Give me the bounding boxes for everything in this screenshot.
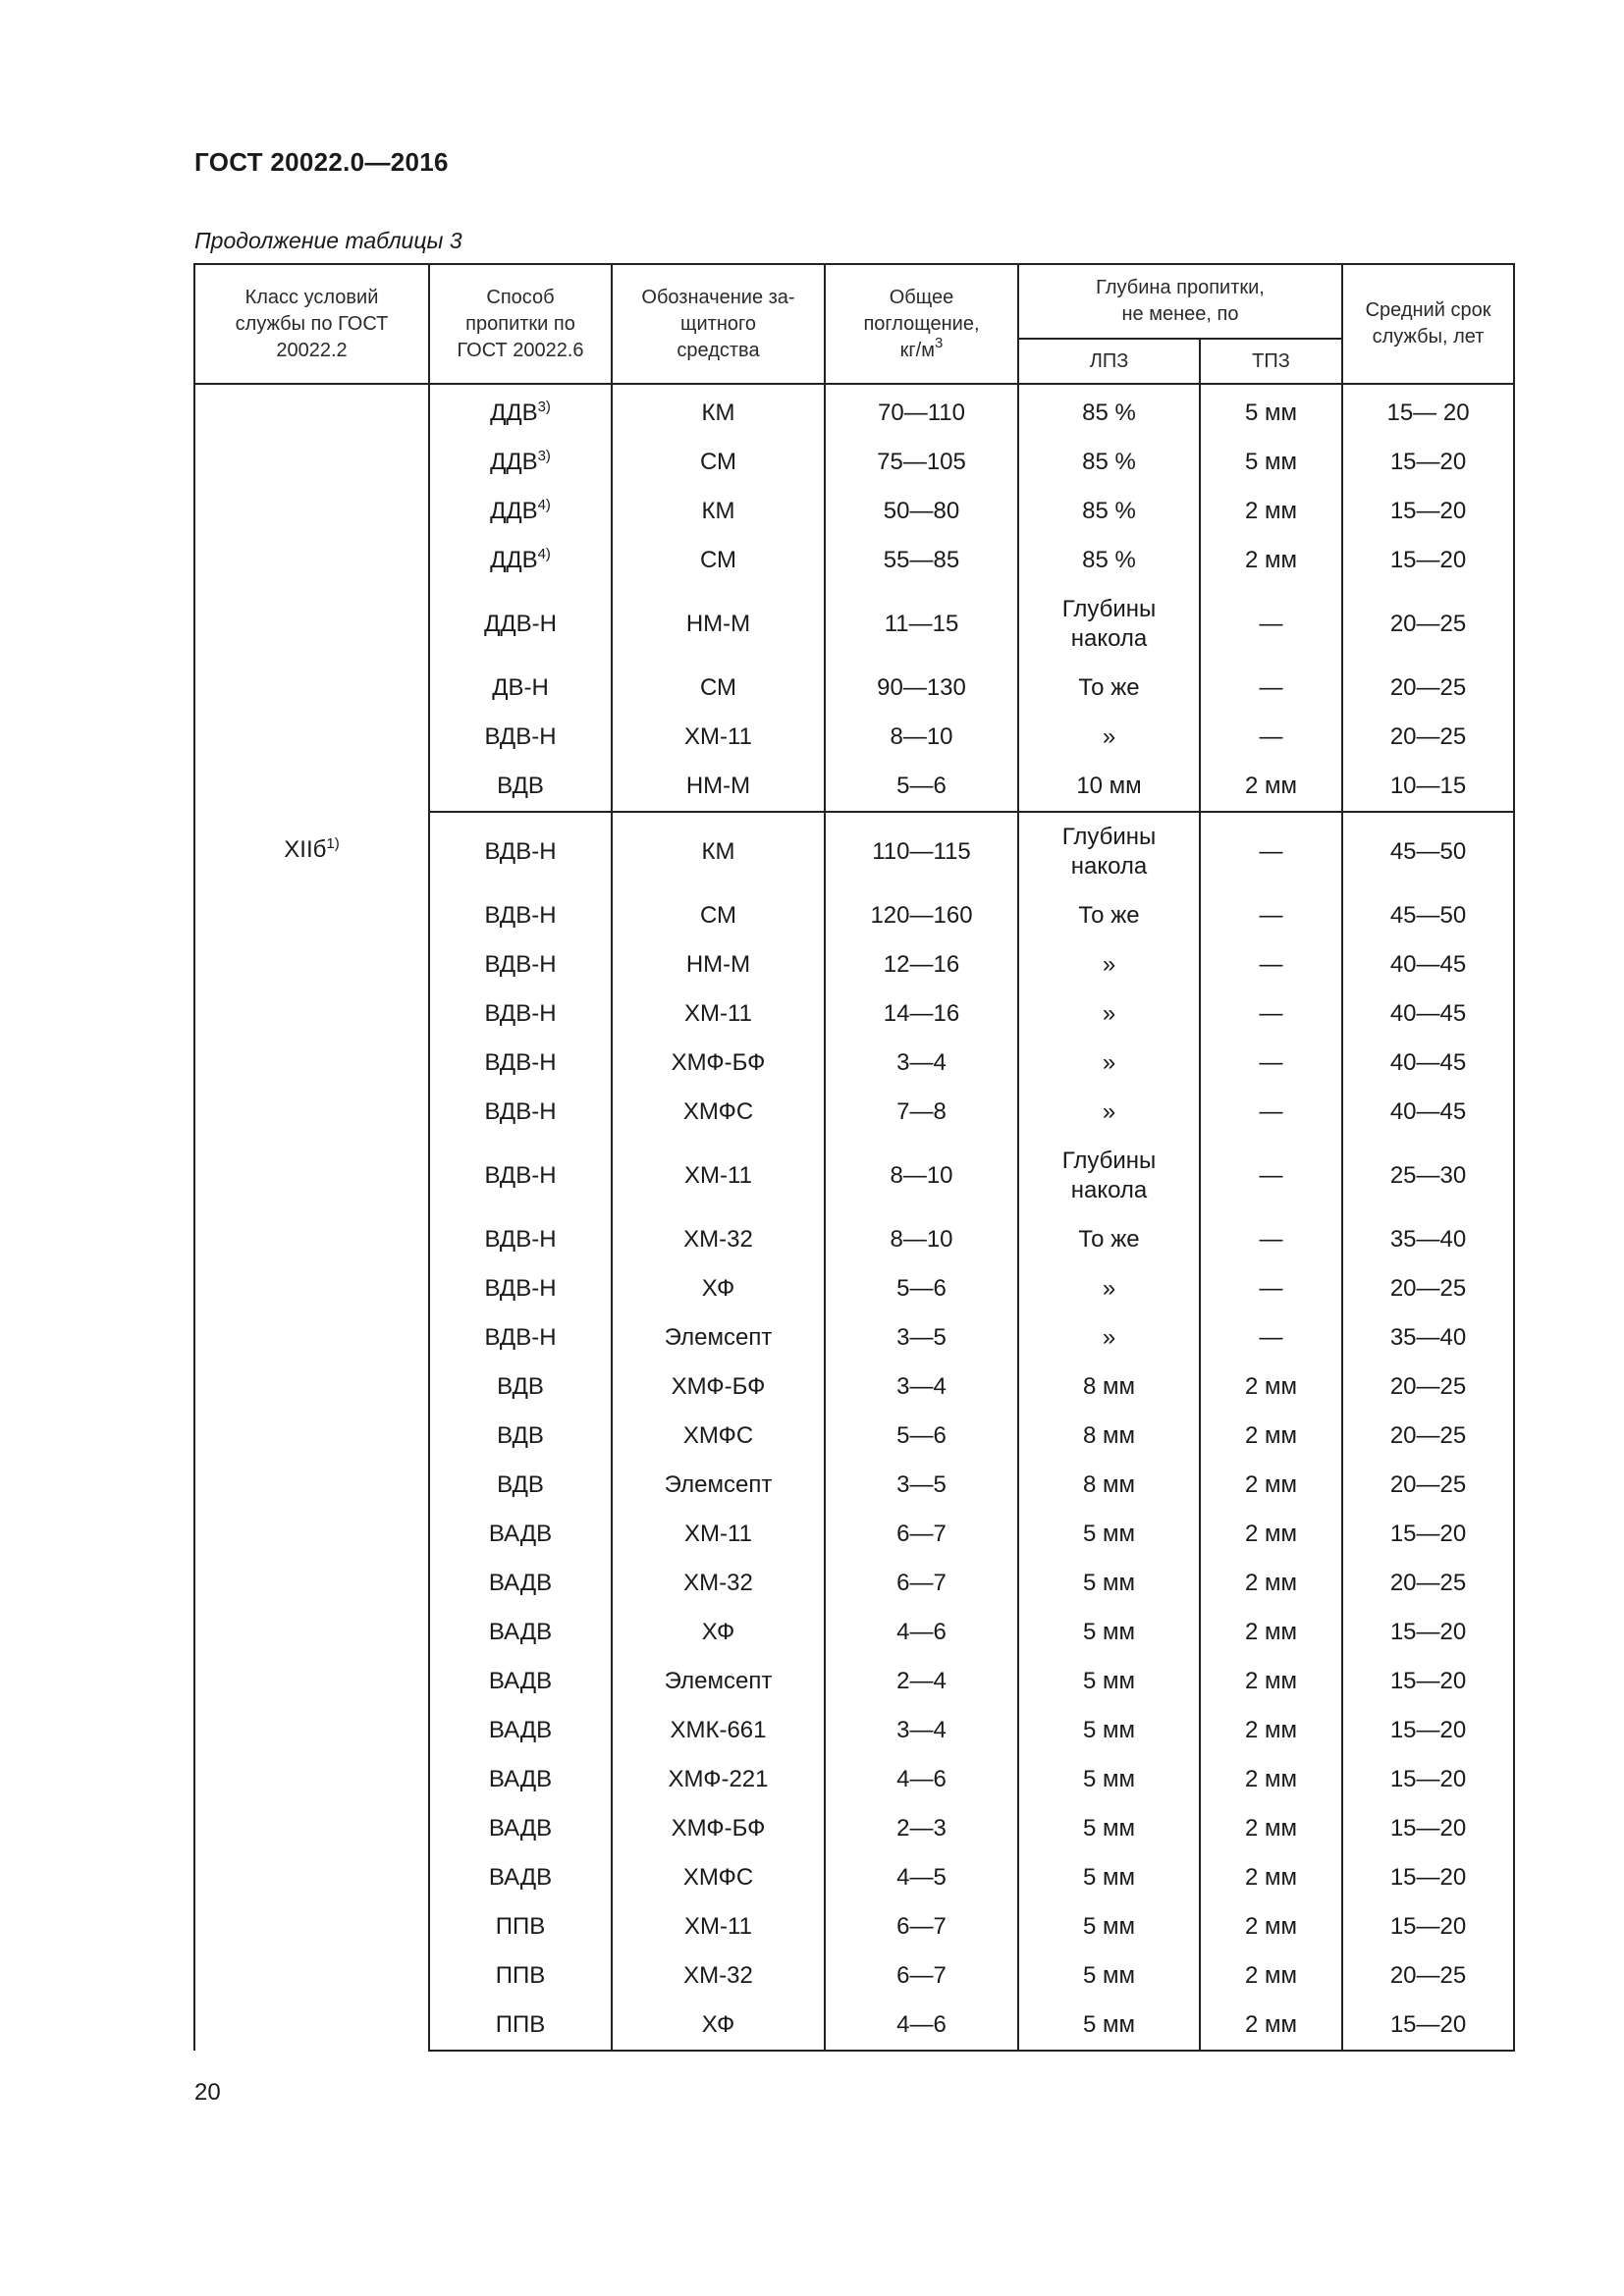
cell-absorption: 2—3 bbox=[825, 1804, 1018, 1853]
cell-absorption: 75—105 bbox=[825, 438, 1018, 487]
page-number: 20 bbox=[194, 2079, 221, 2106]
cell-method: ВАДВ bbox=[429, 1706, 612, 1755]
cell-method: ППВ bbox=[429, 1902, 612, 1951]
header-agent: Обозначение за- щитного средства bbox=[612, 264, 825, 384]
cell-absorption: 7—8 bbox=[825, 1088, 1018, 1137]
cell-service-life: 15—20 bbox=[1342, 1804, 1514, 1853]
cell-tpz: 2 мм bbox=[1200, 1657, 1342, 1706]
cell-tpz: — bbox=[1200, 812, 1342, 891]
cell-agent: ХФ bbox=[612, 1264, 825, 1313]
table-row bbox=[194, 389, 1514, 438]
cell-lpz: 8 мм bbox=[1018, 1461, 1200, 1510]
cell-agent: СМ bbox=[612, 664, 825, 713]
cell-lpz: Глубины накола bbox=[1018, 585, 1200, 664]
cell-service-life: 20—25 bbox=[1342, 1559, 1514, 1608]
cell-absorption: 3—4 bbox=[825, 1362, 1018, 1412]
cell-tpz: 2 мм bbox=[1200, 1755, 1342, 1804]
cell-tpz: — bbox=[1200, 1313, 1342, 1362]
header-lpz: ЛПЗ bbox=[1018, 339, 1200, 384]
cell-method: ВАДВ bbox=[429, 1608, 612, 1657]
cell-tpz: — bbox=[1200, 1039, 1342, 1088]
cell-absorption: 5—6 bbox=[825, 762, 1018, 812]
cell-lpz: То же bbox=[1018, 664, 1200, 713]
cell-agent: ХМФ-БФ bbox=[612, 1804, 825, 1853]
cell-tpz: 2 мм bbox=[1200, 1902, 1342, 1951]
cell-service-life: 20—25 bbox=[1342, 1461, 1514, 1510]
cell-agent: НМ-М bbox=[612, 940, 825, 989]
cell-agent: ХМК-661 bbox=[612, 1706, 825, 1755]
cell-agent: ХМ-11 bbox=[612, 1510, 825, 1559]
cell-agent: ХМ-32 bbox=[612, 1951, 825, 2001]
cell-agent: ХФ bbox=[612, 2001, 825, 2051]
cell-method: ВДВ-Н bbox=[429, 1137, 612, 1215]
cell-lpz: 8 мм bbox=[1018, 1362, 1200, 1412]
cell-lpz: » bbox=[1018, 1264, 1200, 1313]
cell-tpz: — bbox=[1200, 989, 1342, 1039]
header-depth: Глубина пропитки, не менее, по bbox=[1018, 264, 1342, 339]
cell-lpz: Глубины накола bbox=[1018, 1137, 1200, 1215]
cell-method: ВДВ bbox=[429, 1461, 612, 1510]
cell-service-life: 15—20 bbox=[1342, 487, 1514, 536]
cell-agent: ХМФС bbox=[612, 1853, 825, 1902]
cell-agent: ХМ-32 bbox=[612, 1215, 825, 1264]
cell-absorption: 6—7 bbox=[825, 1902, 1018, 1951]
cell-service-life: 15—20 bbox=[1342, 1510, 1514, 1559]
cell-tpz: 2 мм bbox=[1200, 1412, 1342, 1461]
cell-agent: ХМ-32 bbox=[612, 1559, 825, 1608]
cell-service-life: 20—25 bbox=[1342, 713, 1514, 762]
cell-service-class bbox=[194, 389, 429, 812]
cell-service-life: 15—20 bbox=[1342, 1657, 1514, 1706]
cell-lpz: 85 % bbox=[1018, 536, 1200, 585]
cell-agent: ХМФ-БФ bbox=[612, 1039, 825, 1088]
cell-tpz: 2 мм bbox=[1200, 487, 1342, 536]
cell-lpz: » bbox=[1018, 1313, 1200, 1362]
cell-lpz: » bbox=[1018, 713, 1200, 762]
cell-agent: СМ bbox=[612, 891, 825, 940]
cell-tpz: — bbox=[1200, 1215, 1342, 1264]
cell-service-life: 20—25 bbox=[1342, 1264, 1514, 1313]
cell-method: ВАДВ bbox=[429, 1559, 612, 1608]
cell-service-life: 15— 20 bbox=[1342, 389, 1514, 438]
cell-agent: ХМФС bbox=[612, 1412, 825, 1461]
cell-service-life: 20—25 bbox=[1342, 1412, 1514, 1461]
cell-absorption: 4—6 bbox=[825, 2001, 1018, 2051]
cell-service-life: 35—40 bbox=[1342, 1215, 1514, 1264]
table-body bbox=[194, 389, 1514, 2051]
cell-absorption: 6—7 bbox=[825, 1510, 1018, 1559]
cell-method: ВДВ-Н bbox=[429, 1313, 612, 1362]
cell-lpz: 5 мм bbox=[1018, 1510, 1200, 1559]
cell-absorption: 11—15 bbox=[825, 585, 1018, 664]
cell-service-life: 15—20 bbox=[1342, 1706, 1514, 1755]
cell-service-life: 20—25 bbox=[1342, 664, 1514, 713]
cell-tpz: 2 мм bbox=[1200, 536, 1342, 585]
cell-method: ППВ bbox=[429, 2001, 612, 2051]
cell-service-life: 15—20 bbox=[1342, 1902, 1514, 1951]
cell-tpz: 2 мм bbox=[1200, 1362, 1342, 1412]
cell-absorption: 90—130 bbox=[825, 664, 1018, 713]
cell-agent: НМ-М bbox=[612, 762, 825, 812]
cell-tpz: 2 мм bbox=[1200, 1559, 1342, 1608]
cell-lpz: 10 мм bbox=[1018, 762, 1200, 812]
cell-absorption: 3—4 bbox=[825, 1039, 1018, 1088]
cell-tpz: 2 мм bbox=[1200, 1706, 1342, 1755]
cell-absorption: 14—16 bbox=[825, 989, 1018, 1039]
cell-absorption: 4—6 bbox=[825, 1608, 1018, 1657]
cell-method: ВДВ-Н bbox=[429, 989, 612, 1039]
cell-service-life: 25—30 bbox=[1342, 1137, 1514, 1215]
cell-tpz: — bbox=[1200, 585, 1342, 664]
cell-method: ППВ bbox=[429, 1951, 612, 2001]
cell-absorption: 6—7 bbox=[825, 1559, 1018, 1608]
cell-method: ВАДВ bbox=[429, 1657, 612, 1706]
header-absorption: Общее поглощение, $кг/м^3$ bbox=[825, 264, 1018, 384]
cell-service-life: 20—25 bbox=[1342, 585, 1514, 664]
header-tpz: ТПЗ bbox=[1200, 339, 1342, 384]
cell-tpz: — bbox=[1200, 891, 1342, 940]
cell-lpz: 8 мм bbox=[1018, 1412, 1200, 1461]
cell-agent: Элемсепт bbox=[612, 1313, 825, 1362]
cell-service-life: 35—40 bbox=[1342, 1313, 1514, 1362]
cell-lpz: 5 мм bbox=[1018, 1706, 1200, 1755]
table-row bbox=[194, 812, 1514, 891]
cell-absorption: 8—10 bbox=[825, 1215, 1018, 1264]
cell-agent: Элемсепт bbox=[612, 1461, 825, 1510]
cell-agent: ХМ-11 bbox=[612, 713, 825, 762]
cell-method: ДДВ$^{4)}$ bbox=[429, 487, 612, 536]
header-method: Способ пропитки по ГОСТ 20022.6 bbox=[429, 264, 612, 384]
cell-lpz: 5 мм bbox=[1018, 1657, 1200, 1706]
cell-agent: НМ-М bbox=[612, 585, 825, 664]
cell-service-life: 45—50 bbox=[1342, 891, 1514, 940]
cell-method: ВДВ bbox=[429, 1412, 612, 1461]
cell-method: ВДВ bbox=[429, 762, 612, 812]
cell-agent: КМ bbox=[612, 812, 825, 891]
cell-service-life: 40—45 bbox=[1342, 989, 1514, 1039]
cell-agent: ХМ-11 bbox=[612, 989, 825, 1039]
cell-agent: КМ bbox=[612, 389, 825, 438]
cell-absorption: 2—4 bbox=[825, 1657, 1018, 1706]
cell-agent: ХМ-11 bbox=[612, 1902, 825, 1951]
cell-method: ВДВ-Н bbox=[429, 940, 612, 989]
table-header bbox=[194, 264, 1514, 389]
cell-lpz: 5 мм bbox=[1018, 1853, 1200, 1902]
header-service-class: Класс условий службы по ГОСТ 20022.2 bbox=[194, 264, 429, 384]
cell-lpz: » bbox=[1018, 989, 1200, 1039]
cell-service-life: 15—20 bbox=[1342, 1608, 1514, 1657]
cell-method: ДДВ$^{3)}$ bbox=[429, 438, 612, 487]
cell-absorption: 12—16 bbox=[825, 940, 1018, 989]
cell-service-life: 40—45 bbox=[1342, 1088, 1514, 1137]
cell-service-life: 15—20 bbox=[1342, 2001, 1514, 2051]
cell-lpz: » bbox=[1018, 940, 1200, 989]
table-caption: Продолжение таблицы 3 bbox=[194, 228, 462, 253]
cell-method: ВДВ-Н bbox=[429, 1215, 612, 1264]
cell-tpz: 5 мм bbox=[1200, 389, 1342, 438]
cell-agent: ХФ bbox=[612, 1608, 825, 1657]
cell-agent: СМ bbox=[612, 536, 825, 585]
cell-service-life: 45—50 bbox=[1342, 812, 1514, 891]
cell-method: ВДВ bbox=[429, 1362, 612, 1412]
cell-service-life: 10—15 bbox=[1342, 762, 1514, 812]
cell-absorption: 4—6 bbox=[825, 1755, 1018, 1804]
impregnation-table bbox=[193, 263, 1515, 2052]
cell-lpz: 85 % bbox=[1018, 487, 1200, 536]
cell-lpz: 5 мм bbox=[1018, 1804, 1200, 1853]
cell-lpz: 5 мм bbox=[1018, 2001, 1200, 2051]
cell-lpz: То же bbox=[1018, 891, 1200, 940]
cell-tpz: — bbox=[1200, 940, 1342, 989]
cell-service-life: 20—25 bbox=[1342, 1951, 1514, 2001]
cell-service-life: 15—20 bbox=[1342, 1853, 1514, 1902]
cell-tpz: 5 мм bbox=[1200, 438, 1342, 487]
cell-lpz: 5 мм bbox=[1018, 1902, 1200, 1951]
cell-lpz: 85 % bbox=[1018, 389, 1200, 438]
cell-method: ВДВ-Н bbox=[429, 713, 612, 762]
cell-lpz: 5 мм bbox=[1018, 1755, 1200, 1804]
cell-service-life: 15—20 bbox=[1342, 1755, 1514, 1804]
cell-method: ДДВ-Н bbox=[429, 585, 612, 664]
cell-method: ДДВ$^{3)}$ bbox=[429, 389, 612, 438]
cell-absorption: 70—110 bbox=[825, 389, 1018, 438]
cell-absorption: 3—4 bbox=[825, 1706, 1018, 1755]
cell-absorption: 110—115 bbox=[825, 812, 1018, 891]
cell-agent: ХМФС bbox=[612, 1088, 825, 1137]
cell-lpz: 5 мм bbox=[1018, 1951, 1200, 2001]
cell-tpz: 2 мм bbox=[1200, 1608, 1342, 1657]
cell-lpz: 85 % bbox=[1018, 438, 1200, 487]
cell-method: ВДВ-Н bbox=[429, 1039, 612, 1088]
cell-absorption: 3—5 bbox=[825, 1313, 1018, 1362]
cell-tpz: 2 мм bbox=[1200, 762, 1342, 812]
cell-tpz: 2 мм bbox=[1200, 1461, 1342, 1510]
cell-tpz: — bbox=[1200, 1137, 1342, 1215]
cell-agent: ХМФ-БФ bbox=[612, 1362, 825, 1412]
cell-lpz: То же bbox=[1018, 1215, 1200, 1264]
cell-tpz: 2 мм bbox=[1200, 1804, 1342, 1853]
cell-tpz: 2 мм bbox=[1200, 1510, 1342, 1559]
cell-absorption: 6—7 bbox=[825, 1951, 1018, 2001]
cell-tpz: — bbox=[1200, 1088, 1342, 1137]
cell-lpz: 5 мм bbox=[1018, 1559, 1200, 1608]
cell-absorption: 8—10 bbox=[825, 1137, 1018, 1215]
cell-tpz: — bbox=[1200, 1264, 1342, 1313]
cell-method: ВДВ-Н bbox=[429, 1088, 612, 1137]
cell-service-life: 15—20 bbox=[1342, 438, 1514, 487]
cell-service-life: 40—45 bbox=[1342, 1039, 1514, 1088]
cell-absorption: 5—6 bbox=[825, 1264, 1018, 1313]
cell-tpz: 2 мм bbox=[1200, 1853, 1342, 1902]
cell-tpz: 2 мм bbox=[1200, 2001, 1342, 2051]
cell-absorption: 55—85 bbox=[825, 536, 1018, 585]
cell-method: ВАДВ bbox=[429, 1804, 612, 1853]
cell-absorption: 5—6 bbox=[825, 1412, 1018, 1461]
cell-absorption: 8—10 bbox=[825, 713, 1018, 762]
cell-service-life: 40—45 bbox=[1342, 940, 1514, 989]
cell-method: ДВ-Н bbox=[429, 664, 612, 713]
cell-agent: ХМФ-221 bbox=[612, 1755, 825, 1804]
cell-absorption: 120—160 bbox=[825, 891, 1018, 940]
cell-method: ВАДВ bbox=[429, 1853, 612, 1902]
cell-method: ВАДВ bbox=[429, 1510, 612, 1559]
cell-tpz: 2 мм bbox=[1200, 1951, 1342, 2001]
document-title: ГОСТ 20022.0—2016 bbox=[194, 147, 449, 177]
cell-tpz: — bbox=[1200, 713, 1342, 762]
cell-service-class: XIIб$^{1)}$ bbox=[194, 812, 429, 2051]
cell-agent: КМ bbox=[612, 487, 825, 536]
cell-lpz: » bbox=[1018, 1088, 1200, 1137]
cell-lpz: 5 мм bbox=[1018, 1608, 1200, 1657]
cell-agent: СМ bbox=[612, 438, 825, 487]
cell-method: ВДВ-Н bbox=[429, 1264, 612, 1313]
cell-method: ВАДВ bbox=[429, 1755, 612, 1804]
cell-absorption: 4—5 bbox=[825, 1853, 1018, 1902]
cell-lpz: Глубины накола bbox=[1018, 812, 1200, 891]
cell-agent: ХМ-11 bbox=[612, 1137, 825, 1215]
cell-absorption: 3—5 bbox=[825, 1461, 1018, 1510]
cell-lpz: » bbox=[1018, 1039, 1200, 1088]
cell-service-life: 15—20 bbox=[1342, 536, 1514, 585]
cell-method: ДДВ$^{4)}$ bbox=[429, 536, 612, 585]
cell-method: ВДВ-Н bbox=[429, 812, 612, 891]
cell-method: ВДВ-Н bbox=[429, 891, 612, 940]
cell-agent: Элемсепт bbox=[612, 1657, 825, 1706]
cell-service-life: 20—25 bbox=[1342, 1362, 1514, 1412]
cell-absorption: 50—80 bbox=[825, 487, 1018, 536]
header-service-life: Средний срок службы, лет bbox=[1342, 264, 1514, 384]
cell-tpz: — bbox=[1200, 664, 1342, 713]
